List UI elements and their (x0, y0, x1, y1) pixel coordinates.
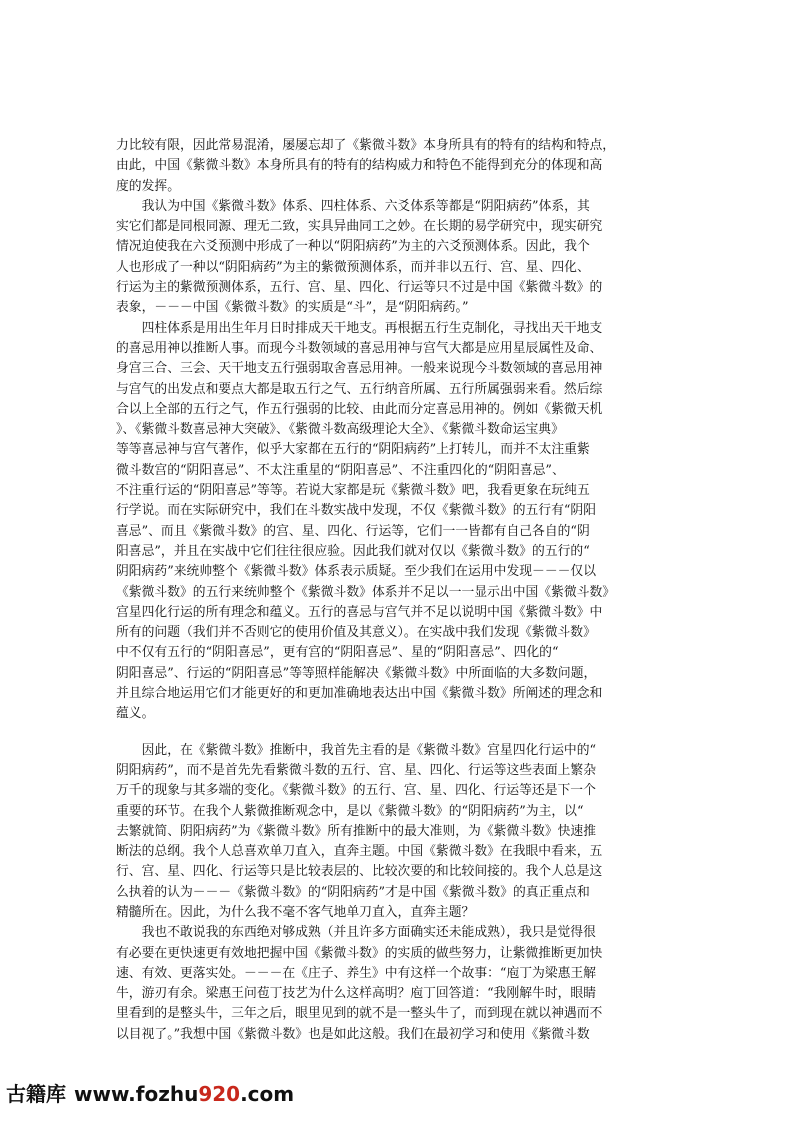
text-line: 万千的现象与其多端的变化。《紫微斗数》的五行、宫、星、四化、行运等还是下一个 (116, 783, 596, 799)
text-line: 我认为中国《紫微斗数》体系、四柱体系、六爻体系等都是“阴阳病药”体系，其 (116, 198, 590, 214)
text-line: 微斗数宫的“阴阳喜忌”、不太注重星的“阴阳喜忌”、不注重四化的“阴阳喜忌”、 (116, 462, 565, 478)
text-line: 宫星四化行运的所有理念和蕴义。五行的喜忌与宫气并不足以说明中国《紫微斗数》中 (116, 604, 603, 620)
text-line: 所有的问题（我们并不否则它的使用价值及其意义）。在实战中我们发现《紫微斗数》 (116, 625, 596, 641)
text-line: 并且综合地运用它们才能更好的和更加准确地表达出中国《紫微斗数》所阐述的理念和 (116, 686, 603, 702)
text-line: 四柱体系是用出生年月日时排成天干地支。再根据五行生克制化，寻找出天干地支 (116, 320, 603, 336)
text-line: 等等喜忌神与宫气著作，似乎大家都在五行的“阴阳病药”上打转儿，而并不太注重紫 (116, 442, 590, 458)
text-line: 么执着的认为－－－《紫微斗数》的“阴阳病药”才是中国《紫微斗数》的真正重点和 (116, 884, 590, 900)
text-line: 由此，中国《紫微斗数》本身所具有的特有的结构威力和特色不能得到充分的体现和高 (116, 158, 603, 174)
text-line: 合以上全部的五行之气，作五行强弱的比较、由此而分定喜忌用神的。例如《紫微天机 (116, 401, 603, 417)
site-brand: 古籍库 (6, 1082, 66, 1106)
text-line: 身宫三合、三会、天干地支五行强弱取舍喜忌用神。一般来说现今斗数领域的喜忌用神 (116, 361, 603, 377)
text-line: 以目视了。”我想中国《紫微斗数》也是如此这般。我们在最初学习和使用《紫微斗数 (116, 1026, 590, 1042)
text-line: 精髓所在。因此，为什么我不毫不客气地单刀直入，直奔主题？ (116, 904, 475, 920)
text-line: 行运为主的紫微预测体系，五行、宫、星、四化、行运等只不过是中国《紫微斗数》的 (116, 280, 603, 296)
text-line: 断法的总纲。我个人总喜欢单刀直入，直奔主题。中国《紫微斗数》在我眼中看来，五 (116, 844, 603, 860)
text-line: 喜忌”、而且《紫微斗数》的宫、星、四化、行运等，它们一一皆都有自己各自的“阴 (116, 523, 590, 539)
site-url-prefix: www.fozhu (74, 1082, 199, 1106)
text-line: 不注重行运的“阴阳喜忌”等等。若说大家都是玩《紫微斗数》吧，我看更象在玩纯五 (116, 483, 590, 499)
text-line: 实它们都是同根同源、理无二致，实具异曲同工之妙。在长期的易学研究中，现实研究 (116, 219, 603, 235)
text-line: 去繁就简、阴阳病药”为《紫微斗数》所有推断中的最大准则，为《紫微斗数》快速推 (116, 823, 597, 839)
text-line: 阴阳喜忌”、行运的“阴阳喜忌”等等照样能解决《紫微斗数》中所面临的大多数问题， (116, 665, 597, 681)
text-line: 阴阳病药”来统帅整个《紫微斗数》体系表示质疑。至少我们在运用中发现－－－仅以 (116, 564, 597, 580)
text-line: 与宫气的出发点和要点大都是取五行之气、五行纳音所属、五行所属强弱来看。然后综 (116, 381, 603, 397)
text-line: 情况迫使我在六爻预测中形成了一种以“阴阳病药”为主的六爻预测体系。因此，我个 (116, 239, 590, 255)
text-line: 牛，游刃有余。梁惠王问苞丁技艺为什么这样高明？庖丁回答道：“我刚解牛时，眼睛 (116, 986, 597, 1002)
text-line: 有必要在更快速更有效地把握中国《紫微斗数》的实质的做些努力，让紫微推断更加快 (116, 945, 603, 961)
text-line: 》、《紫微斗数喜忌神大突破》、《紫微斗数高级理论大全》、《紫微斗数命运宝典》 (116, 422, 564, 438)
text-line: 表象，－－－中国《紫微斗数》的实质是“斗”，是“阴阳病药。” (116, 300, 469, 316)
text-line: 人也形成了一种以“阴阳病药”为主的紫微预测体系，而并非以五行、宫、星、四化、 (116, 259, 590, 275)
text-line: 重要的环节。在我个人紫微推断观念中，是以《紫微斗数》的“阴阳病药”为主，以“ (116, 803, 584, 819)
text-line: 《紫微斗数》的五行来统帅整个《紫微斗数》体系并不足以一一显示出中国《紫微斗数》 (116, 584, 616, 600)
text-line: 阴阳病药”，而不是首先先看紫微斗数的五行、宫、星、四化、行运等这些表面上繁杂 (116, 762, 597, 778)
site-url-suffix: .com (240, 1082, 295, 1106)
text-line: 中不仅有五行的“阴阳喜忌”，更有宫的“阴阳喜忌”、星的“阴阳喜忌”、四化的“ (116, 645, 559, 661)
text-line: 阳喜忌”，并且在实战中它们往往很应验。因此我们就对仅以《紫微斗数》的五行的“ (116, 543, 590, 559)
text-line: 行学说。而在实际研究中，我们在斗数实战中发现，不仅《紫微斗数》的五行有“阴阳 (116, 503, 597, 519)
text-line: 蕴义。 (116, 706, 155, 722)
text-line: 度的发挥。 (116, 178, 180, 194)
site-url-number: 920 (198, 1082, 241, 1106)
text-line: 的喜忌用神以推断人事。而现今斗数领域的喜忌用神与宫气大都是应用星辰属性及命、 (116, 340, 603, 356)
text-line: 速、有效、更落实处。－－－在《庄子、养生》中有这样一个故事：“庖丁为梁惠王解 (116, 965, 597, 981)
paragraph-gap (116, 725, 646, 741)
text-line: 行、宫、星、四化、行运等只是比较表层的、比较次要的和比较间接的。我个人总是这 (116, 864, 603, 880)
text-line: 里看到的是整头牛，三年之后，眼里见到的就不是一整头牛了，而到现在就以神遇而不 (116, 1006, 603, 1022)
body-text (116, 136, 646, 1045)
text-line: 因此，在《紫微斗数》推断中，我首先主看的是《紫微斗数》宫星四化行运中的“ (116, 742, 597, 758)
text-line: 力比较有限，因此常易混淆，屡屡忘却了《紫微斗数》本身所具有的特有的结构和特点， (116, 138, 616, 153)
text-line: 我也不敢说我的东西绝对够成熟（并且许多方面确实还未能成熟），我只是觉得很 (116, 925, 596, 941)
watermark-footer (6, 1078, 294, 1107)
